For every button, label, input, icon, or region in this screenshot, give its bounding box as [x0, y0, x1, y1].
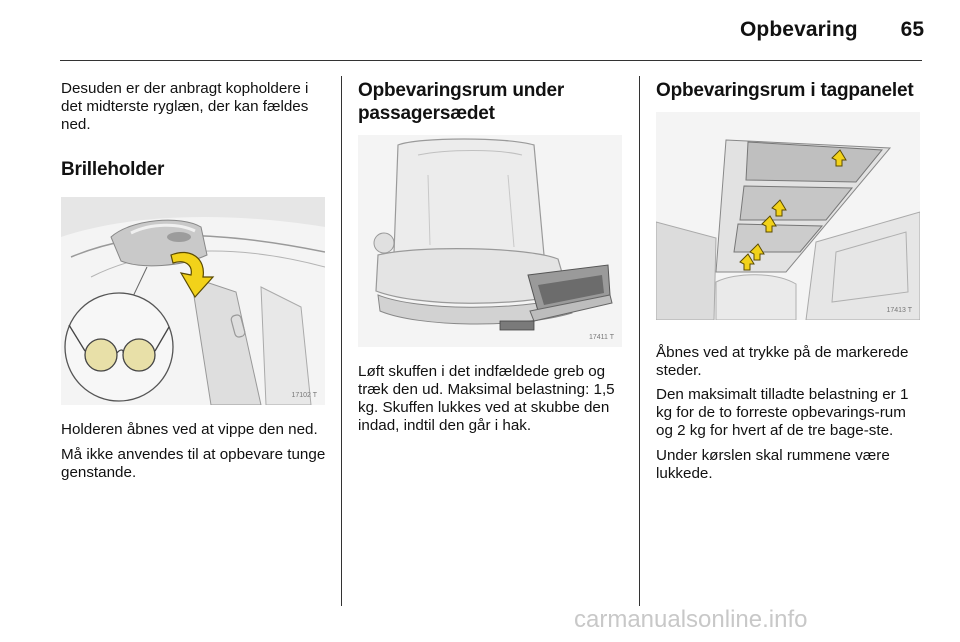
section-heading-seat-storage: Opbevaringsrum under passagersædet [358, 80, 565, 124]
figure-code: 17411 T [588, 334, 614, 341]
intro-paragraph: Desuden er der anbragt kopholdere i det midterste ryglæn, der kan fældes ned. [61, 80, 309, 133]
roof-storage-illustration [656, 112, 920, 320]
section-heading-roof-storage: Opbevaringsrum i tagpanelet [656, 80, 914, 101]
column-3 [656, 79, 924, 483]
glasses-holder-figure [61, 197, 325, 405]
glasses-holder-paragraph-1: Holderen åbnes ved at vippe den ned. [61, 421, 318, 438]
column-divider-2 [639, 76, 640, 606]
page-number: 65 [900, 18, 924, 41]
roof-storage-figure [656, 112, 920, 320]
column-1 [61, 80, 327, 482]
column-divider-1 [341, 76, 342, 606]
roof-storage-paragraph-2: Den maksimalt tilladte belastning er 1 kg for de to forreste opbevarings-rum og 2 kg for hvert af de tre bage-ste. [656, 386, 909, 439]
watermark: carmanualsonline.info [574, 606, 808, 633]
seat-drawer-figure [358, 135, 622, 347]
figure-code: 17102 T [291, 392, 317, 399]
seat-drawer-paragraph: Løft skuffen i det indfældede greb og træk den ud. Maksimal belastning: 1,5 kg. Skuffen lukkes ved at skubbe den indad, indtil den går i hak. [358, 363, 615, 434]
figure-code: 17413 T [886, 307, 912, 314]
seat-drawer-illustration [358, 135, 622, 347]
section-heading-brilleholder: Brilleholder [61, 159, 165, 180]
glasses-holder-paragraph-2: Må ikke anvendes til at opbevare tunge genstande. [61, 446, 326, 481]
page-title: Opbevaring [740, 18, 858, 41]
glasses-holder-illustration [61, 197, 325, 405]
header-rule [60, 60, 922, 61]
column-2 [358, 79, 626, 435]
roof-storage-paragraph-1: Åbnes ved at trykke på de markerede steder. [656, 344, 909, 379]
roof-storage-paragraph-3: Under kørslen skal rummene være lukkede. [656, 447, 890, 482]
